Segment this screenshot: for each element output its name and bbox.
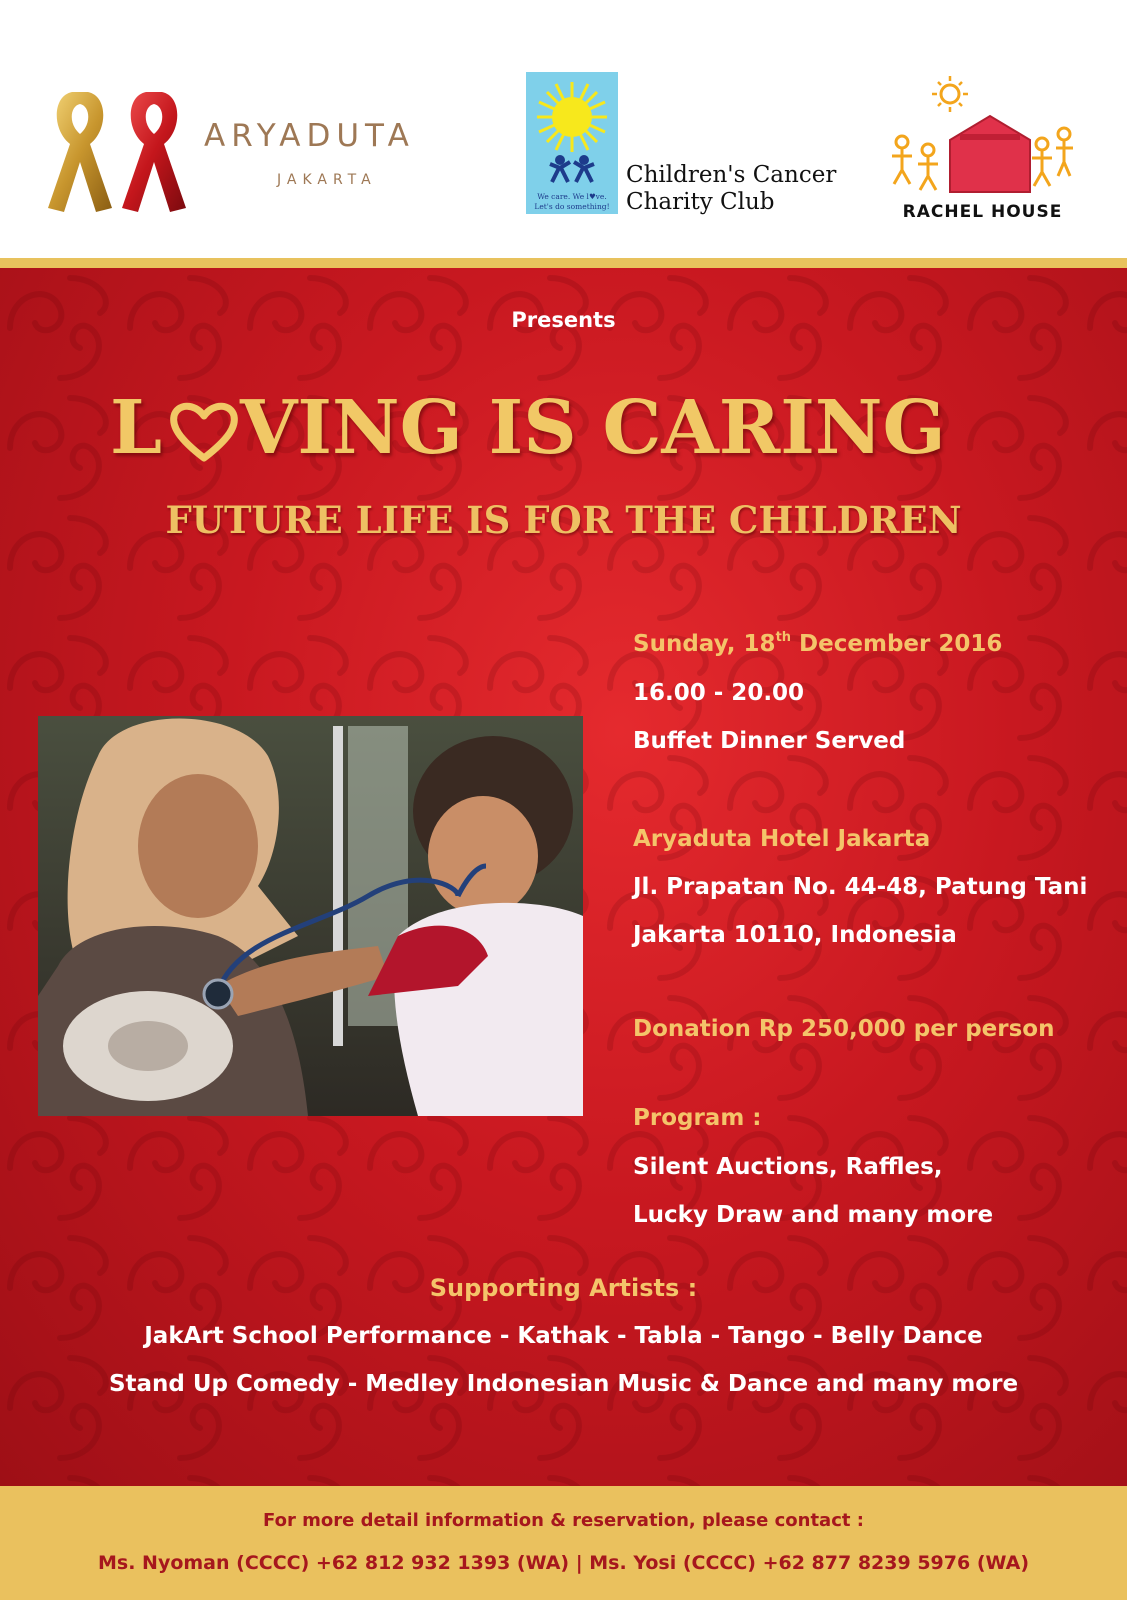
program-title: Program :	[633, 1105, 762, 1131]
caregiver-child-photo	[38, 716, 583, 1116]
program-line-1: Silent Auctions, Raffles,	[633, 1154, 943, 1180]
cccc-logo	[526, 72, 618, 214]
event-donation: Donation Rp 250,000 per person	[633, 1016, 1055, 1042]
cccc-name-line-1: Children's Cancer	[626, 162, 837, 188]
supporting-artists-title: Supporting Artists :	[429, 1274, 698, 1302]
awareness-ribbons-icon	[42, 82, 192, 214]
cccc-name	[626, 162, 836, 216]
sun-children-icon	[526, 72, 618, 192]
contact-footer	[0, 1486, 1127, 1600]
event-venue: Aryaduta Hotel Jakarta	[633, 826, 931, 852]
rachel-house-logo-icon	[890, 72, 1075, 202]
cccc-tagline-1: We care. We l♥ve.	[537, 192, 607, 201]
title-first-letter: L	[110, 385, 163, 471]
event-meal: Buffet Dinner Served	[633, 728, 906, 754]
aryaduta-logo-text: ARYADUTA	[204, 118, 415, 154]
cccc-name-line-2: Charity Club	[626, 189, 775, 215]
event-time: 16.00 - 20.00	[633, 680, 805, 706]
cccc-tagline-2: Let's do something!	[534, 202, 610, 211]
event-date-prefix: Sunday, 18	[633, 631, 776, 657]
event-subtitle: FUTURE LIFE IS FOR THE CHILDREN	[165, 498, 962, 542]
contact-info-label: For more detail information & reservation, please contact :	[263, 1510, 864, 1531]
stethoscope-photo-illustration	[38, 716, 583, 1116]
event-body	[0, 268, 1127, 1486]
event-address-line-2: Jakarta 10110, Indonesia	[633, 922, 957, 948]
program-line-2: Lucky Draw and many more	[633, 1202, 994, 1228]
title-rest: VING IS CARING	[240, 385, 946, 471]
event-address-line-1: Jl. Prapatan No. 44-48, Patung Tani	[633, 874, 1088, 900]
event-date	[633, 631, 1002, 657]
header-divider	[0, 258, 1127, 268]
rachel-house-name: RACHEL HOUSE	[902, 202, 1063, 222]
heart-icon	[168, 400, 240, 464]
supporting-artists-line-2: Stand Up Comedy - Medley Indonesian Music & Dance and many more	[108, 1371, 1019, 1397]
contact-phones: Ms. Nyoman (CCCC) +62 812 932 1393 (WA) | Ms. Yosi (CCCC) +62 877 8239 5976 (WA)	[98, 1552, 1029, 1574]
supporting-artists-line-1: JakArt School Performance - Kathak - Tabla - Tango - Belly Dance	[144, 1323, 983, 1349]
event-date-rest: December 2016	[791, 631, 1003, 657]
event-title	[110, 380, 1030, 476]
presents-label: Presents	[511, 308, 616, 332]
event-date-sup: th	[775, 630, 792, 645]
sponsor-header	[0, 0, 1127, 258]
aryaduta-city-text: JAKARTA	[277, 172, 377, 188]
